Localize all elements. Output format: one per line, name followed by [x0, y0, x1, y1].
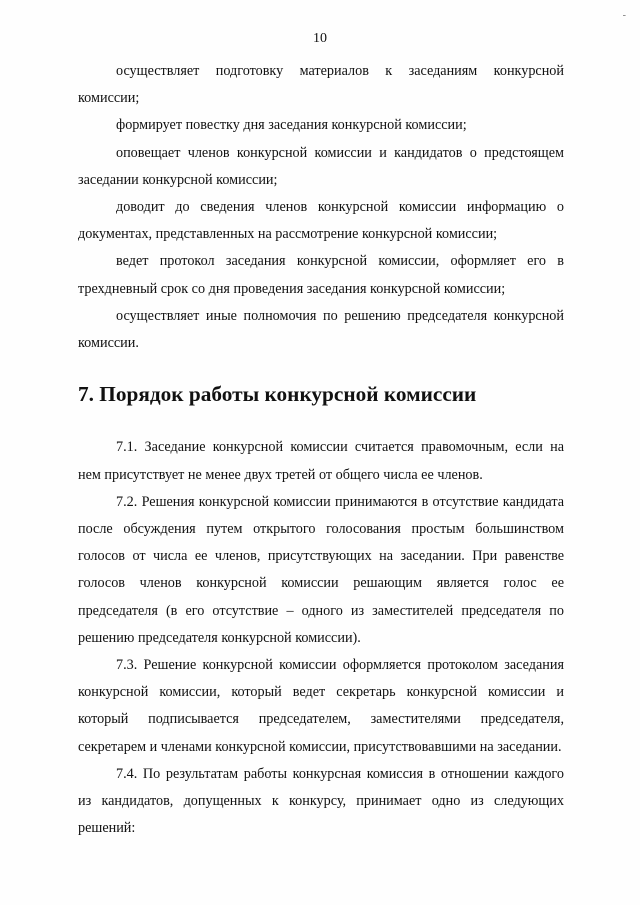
paragraph-inform-documents: доводит до сведения членов конкурсной комиссии информацию о документах, представленных на рассмотрение конкурсной комиссии;	[78, 199, 564, 243]
paragraph-keep-protocol: ведет протокол заседания конкурсной комиссии, оформляет его в трехдневный срок со дня проведения заседания конкурсной комиссии;	[78, 253, 564, 297]
paragraph-prepare-materials: осуществляет подготовку материалов к заседаниям конкурсной комиссии;	[78, 63, 564, 107]
section-heading: 7. Порядок работы конкурсной комиссии	[78, 382, 477, 407]
page-number: 10	[313, 31, 327, 46]
paragraph-7-4: 7.4. По результатам работы конкурсная комиссия в отношении каждого из кандидатов, допущенных к конкурсу, принимает одно из следующих решений:	[78, 765, 564, 837]
paragraph-notify-members: оповещает членов конкурсной комиссии и кандидатов о предстоящем заседании конкурсной комиссии;	[78, 144, 564, 188]
paragraph-7-3: 7.3. Решение конкурсной комиссии оформляется протоколом заседания конкурсной комиссии, который ведет секретарь конкурсной комиссии и который подписывается председателем, заместителями председателя, секретарем и членами конкурсной комиссии, присутствовавшими на заседании.	[78, 657, 564, 755]
paragraph-agenda: формирует повестку дня заседания конкурсной комиссии;	[116, 117, 467, 134]
scan-edge-mark: -	[622, 10, 626, 21]
page-body	[78, 58, 564, 842]
paragraph-other-powers: осуществляет иные полномочия по решению председателя конкурсной комиссии.	[78, 307, 564, 352]
paragraph-7-2: 7.2. Решения конкурсной комиссии принимаются в отсутствие кандидата после обсуждения путем открытого голосования простым большинством голосов от числа ее членов, присутствующих на заседании. При равенстве голосов членов конкурсной комиссии решающим является голос ее председателя (в его отсутствие – одного из заместителей председателя по решению председателя конкурсной комиссии).	[78, 493, 564, 646]
paragraph-7-1: 7.1. Заседание конкурсной комиссии считается правомочным, если на нем присутствует не менее двух третей от общего числа ее членов.	[78, 439, 564, 483]
section-spacer	[78, 408, 564, 434]
